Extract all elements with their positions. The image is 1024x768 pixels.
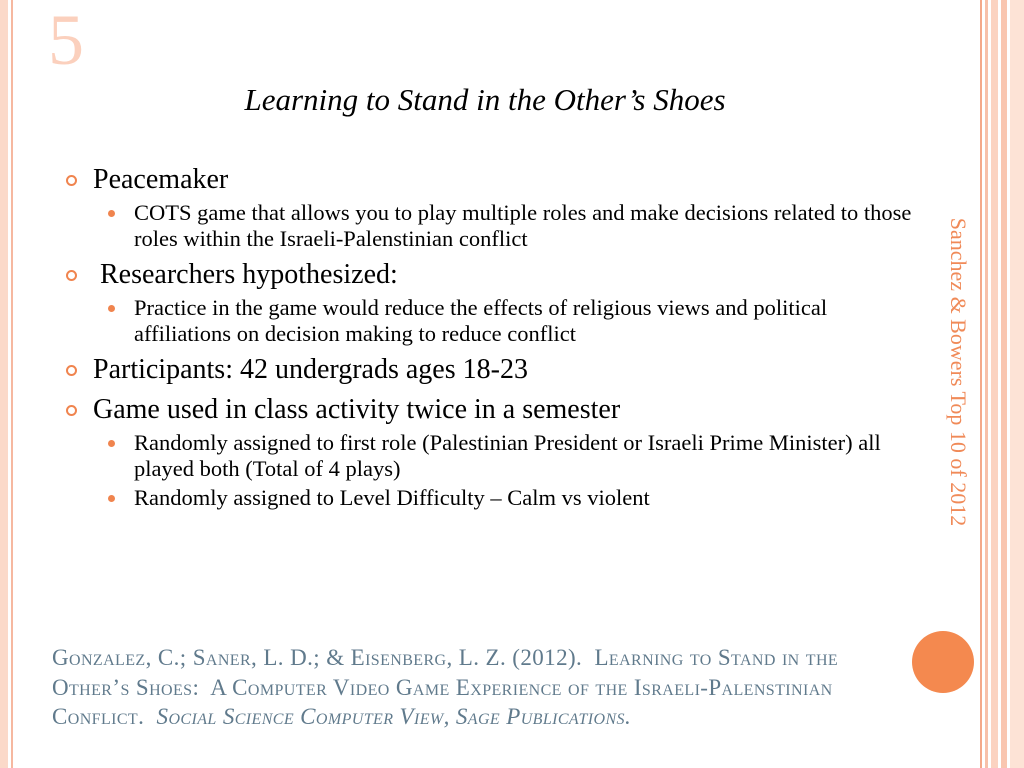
vertical-side-caption: Sanchez & Bowers Top 10 of 2012: [946, 217, 971, 527]
dot-bullet-icon: [108, 305, 115, 312]
dot-bullet-icon: [108, 440, 115, 447]
bullet-text: Randomly assigned to first role (Palestinian President or Israeli Prime Minister) all played both (Total of 4 plays): [134, 430, 881, 481]
bullet-text: Randomly assigned to Level Difficulty – Calm vs violent: [134, 485, 650, 510]
stripe: [991, 0, 998, 768]
bullet-level2: [66, 200, 926, 251]
bullet-level1: [66, 164, 926, 196]
decorative-circle: [912, 631, 974, 693]
dot-bullet-icon: [108, 210, 115, 217]
dot-bullet-icon: [108, 495, 115, 502]
bullet-text: Game used in class activity twice in a semester: [93, 394, 621, 425]
bullet-text: Participants: 42 undergrads ages 18-23: [93, 354, 528, 385]
bullet-text: Peacemaker: [93, 164, 229, 195]
ring-bullet-icon: [66, 365, 77, 376]
bullet-text: Practice in the game would reduce the effects of religious views and political affiliations on decision making to reduce conflict: [134, 295, 828, 346]
bullet-level2: [66, 295, 926, 346]
left-border-line: [11, 0, 13, 768]
bullet-level1: [66, 394, 926, 426]
slide-title: Learning to Stand in the Other’s Shoes: [244, 82, 726, 117]
stripe: [1001, 0, 1007, 768]
stripe: [1010, 0, 1024, 768]
citation-journal: Social Science Computer View, Sage Publications.: [156, 704, 632, 729]
right-decorative-stripes: [980, 0, 1024, 768]
ring-bullet-icon: [66, 405, 77, 416]
citation-main: Gonzalez, C.; Saner, L. D.; & Eisenberg, L. Z. (2012). Learning to Stand in the Other’s Shoes: A Computer Video Game Experience of the Israeli-Palenstinian Conflict.: [52, 645, 845, 729]
left-border: [0, 0, 8, 768]
bullet-list: [66, 164, 926, 511]
bullet-level2: [66, 485, 926, 511]
ring-bullet-icon: [66, 175, 77, 186]
bullet-level1: [66, 259, 926, 291]
stripe: [985, 0, 988, 768]
bullet-text: COTS game that allows you to play multiple roles and make decisions related to those roles within the Israeli-Palenstinian conflict: [134, 200, 912, 251]
bullet-level1: [66, 354, 926, 386]
bullet-level2: [66, 430, 926, 481]
slide-number: 5: [48, 0, 84, 80]
citation: [52, 643, 902, 732]
stripe: [980, 0, 982, 768]
bullet-text: Researchers hypothesized:: [93, 259, 398, 290]
ring-bullet-icon: [66, 270, 77, 281]
